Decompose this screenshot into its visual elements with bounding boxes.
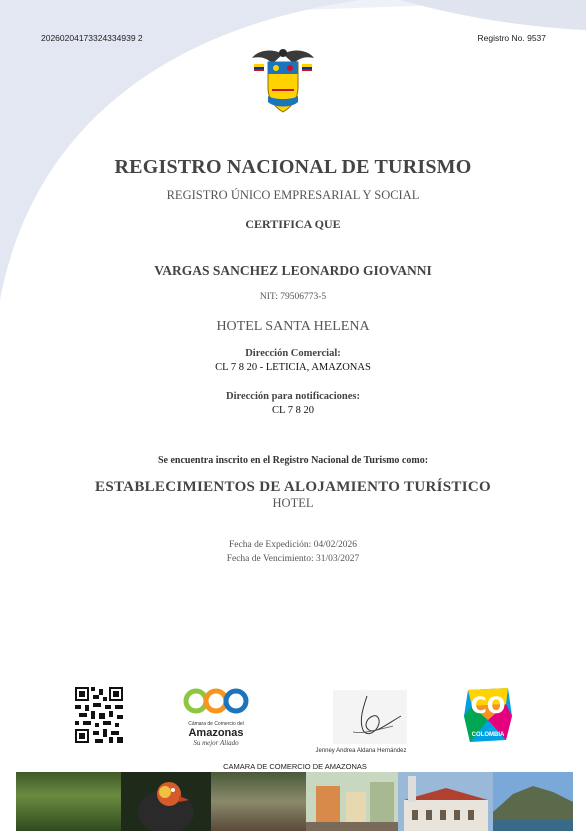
- photo-bird: [121, 772, 211, 831]
- photo-people: [211, 772, 306, 831]
- registration-statement: Se encuentra inscrito en el Registro Nacional de Turismo como:: [157, 455, 429, 466]
- chamber-logo-line1: Cámara de Comercio del: [188, 721, 244, 727]
- photo-building: [398, 772, 493, 831]
- registration-category: ESTABLECIMIENTOS DE ALOJAMIENTO TURÍSTICO: [95, 479, 491, 495]
- document-code: 20260204173324334939 2: [41, 33, 143, 43]
- chamber-logo-mark-icon: [180, 688, 252, 714]
- chamber-logo: [180, 688, 252, 746]
- co-country-text: COLOMBIA: [471, 732, 505, 738]
- chamber-name: CAMARA DE COMERCIO DE AMAZONAS: [223, 762, 367, 771]
- issue-date: Fecha de Expedición: 04/02/2026: [229, 540, 357, 550]
- photo-strip: [16, 772, 573, 831]
- signature-icon: [333, 690, 407, 744]
- notification-address-value: CL 7 8 20: [272, 405, 314, 416]
- registrant-nit: NIT: 79506773-5: [259, 292, 327, 302]
- document-subtitle: REGISTRO ÚNICO EMPRESARIAL Y SOCIAL: [166, 188, 420, 202]
- photo-street: [306, 772, 398, 831]
- notification-address-label: Dirección para notificaciones:: [226, 391, 360, 402]
- registrant-name: VARGAS SANCHEZ LEONARDO GIOVANNI: [154, 263, 432, 278]
- document-title: REGISTRO NACIONAL DE TURISMO: [114, 156, 472, 178]
- co-text: CO: [470, 694, 506, 719]
- establishment-name: HOTEL SANTA HELENA: [216, 319, 370, 334]
- signer-name: Jenney Andrea Aldana Hernández: [315, 748, 407, 754]
- registro-number: Registro No. 9537: [477, 33, 546, 43]
- registration-subcategory: HOTEL: [272, 496, 314, 510]
- commercial-address-value: CL 7 8 20 - LETICIA, AMAZONAS: [215, 362, 371, 373]
- chamber-logo-tagline: Su mejor Aliado: [193, 739, 239, 747]
- qr-code-icon: [75, 687, 123, 743]
- photo-jungle: [16, 772, 121, 831]
- expiry-date: Fecha de Vencimiento: 31/03/2027: [226, 554, 360, 564]
- photo-landscape: [493, 772, 573, 831]
- certifica-heading: CERTIFICA QUE: [245, 217, 341, 231]
- signature-box: [333, 690, 407, 744]
- coat-of-arms-icon: [250, 44, 316, 116]
- chamber-logo-line2: Amazonas: [188, 727, 244, 739]
- commercial-address-label: Dirección Comercial:: [245, 348, 341, 359]
